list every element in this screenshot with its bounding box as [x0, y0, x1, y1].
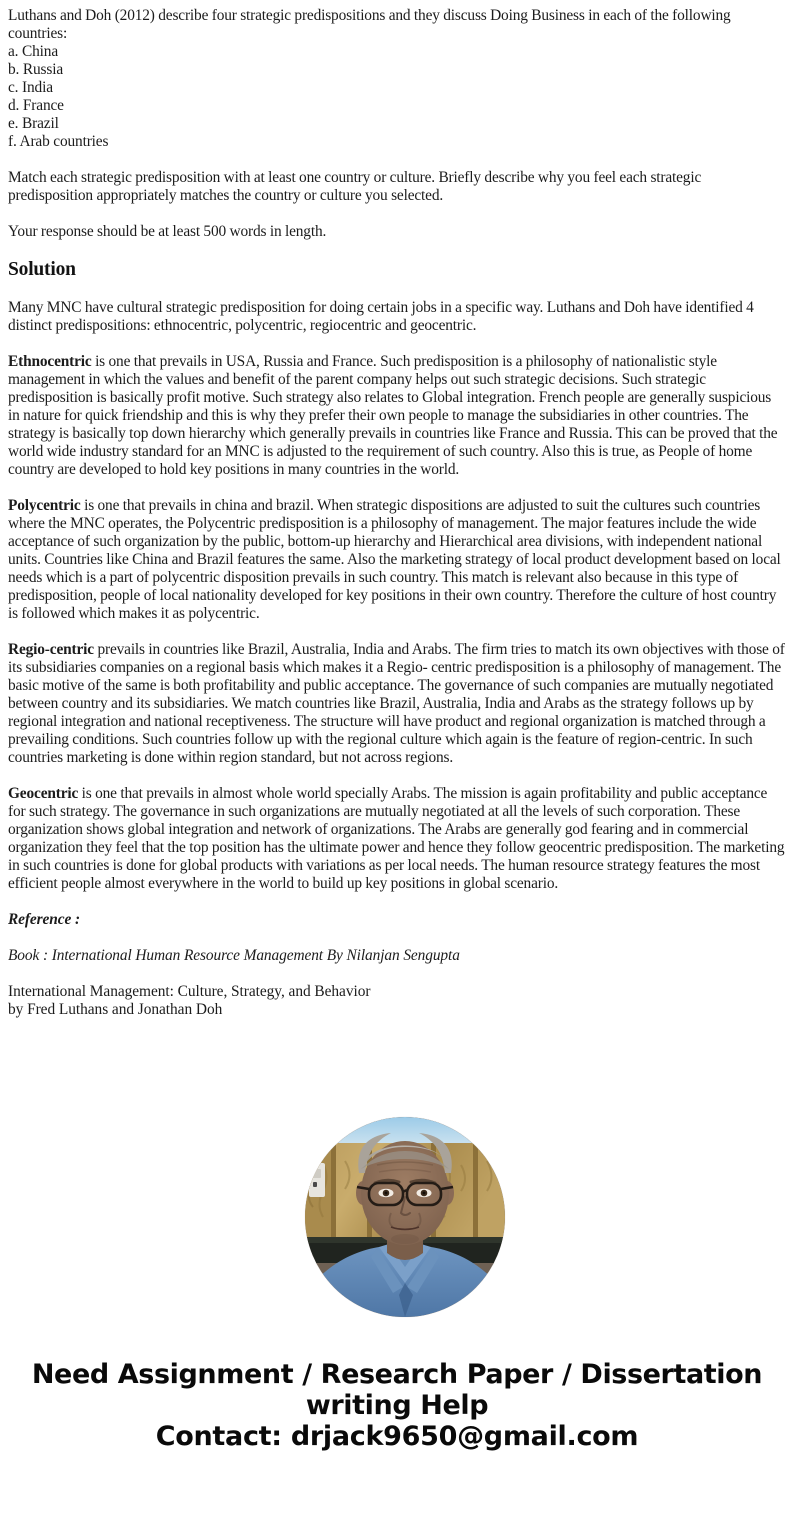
spacer: [8, 335, 786, 353]
spacer: [8, 241, 786, 259]
avatar: [305, 1117, 505, 1317]
intro-instruction: Match each strategic predisposition with at least one country or culture. Briefly describe why you feel each strategic predisposition appropriately matches the country or culture you selected.: [8, 169, 702, 204]
avatar-photo-icon: [305, 1117, 505, 1317]
spacer: [8, 205, 786, 223]
solution-overview: Many MNC have cultural strategic predisposition for doing certain jobs in a specific way. Luthans and Doh have identified 4 distinct predispositions: ethnocentric, polycentric, regiocentric and geocentric.: [8, 299, 754, 334]
section-geocentric: [8, 785, 786, 893]
document-body: [8, 7, 786, 1018]
list-item: a. China: [8, 43, 59, 60]
solution-heading: Solution: [8, 259, 76, 280]
spacer: [8, 151, 786, 169]
reference-book-line: Book : International Human Resource Management By Nilanjan Sengupta: [8, 947, 460, 964]
intro-length-requirement: Your response should be at least 500 words in length.: [8, 223, 327, 240]
list-item: c. India: [8, 79, 53, 96]
reference-title-line: International Management: Culture, Strategy, and Behavior: [8, 983, 371, 1000]
spacer: [8, 479, 786, 497]
reference-author-line: by Fred Luthans and Jonathan Doh: [8, 1000, 223, 1018]
country-list: [8, 43, 786, 151]
section-regio-centric: [8, 641, 786, 767]
section-body: prevails in countries like Brazil, Australia, India and Arabs. The firm tries to match its own objectives with those of its subsidiaries companies on a regional basis which makes it a Regio- centric predisposition is a philosophy of management. The basic motive of the same is both profitability and public acceptance. The governance of such companies are mutually negotiated between country and its subsidiaries. We match countries like Brazil, Australia, India and Arabs as the strategy follows up by regional integration and national receptiveness. The structure will have product and regional organization is matched through a prevailing conditions. Such countries follow up with the regional culture which again is the feature of region-centric. In such countries marketing is done within region standard, but not across regions.: [8, 641, 785, 766]
section-term: Polycentric: [8, 497, 81, 514]
list-item: f. Arab countries: [8, 133, 109, 150]
promo-footer: [8, 1359, 786, 1452]
section-term: Geocentric: [8, 785, 79, 802]
spacer: [8, 281, 786, 299]
spacer: [8, 929, 786, 947]
section-polycentric: [8, 497, 786, 623]
list-item: e. Brazil: [8, 115, 59, 132]
reference-heading: Reference :: [8, 911, 80, 928]
section-body: is one that prevails in USA, Russia and France. Such predisposition is a philosophy of nationalistic style management in which the values and benefit of the parent company helps out such strategic decisions. Such strategic predisposition is basically profit motive. Such strategy also relates to Global integration. French people are generally suspicious in nature for quick friendship and this is why they prefer their own people to manage the subsidiaries in other countries. The strategy is basically top down hierarchy which generally prevails in countries like France and Russia. This can be proved that the world wide industry standard for an MNC is adjusted to the requirement of such country. Also this is true, as People of home country are developed to hold key positions in many countries in the world.: [8, 353, 778, 478]
list-item: b. Russia: [8, 61, 63, 78]
spacer: [8, 893, 786, 911]
spacer: [8, 965, 786, 983]
section-body: is one that prevails in almost whole world specially Arabs. The mission is again profitability and public acceptance for such strategy. The governance in such organizations are mutually negotiated at all the levels of such corporation. These organization shows global integration and network of organizations. The Arabs are generally god fearing and in commercial organization they feel that the top position has the ultimate power and hence they follow geocentric predisposition. The marketing in such countries is done for global products with variations as per local needs. The human resource strategy features the most efficient people almost everywhere in the world to build up key positions in global scenario.: [8, 785, 785, 892]
list-item: d. France: [8, 97, 64, 114]
section-ethnocentric: [8, 353, 786, 479]
intro-prompt: Luthans and Doh (2012) describe four strategic predispositions and they discuss Doing Business in each of the following countries:: [8, 7, 731, 42]
avatar-container: [8, 1117, 794, 1317]
section-term: Regio-centric: [8, 641, 94, 658]
section-term: Ethnocentric: [8, 353, 92, 370]
section-body: is one that prevails in china and brazil. When strategic dispositions are adjusted to suit the cultures such countries where the MNC operates, the Polycentric predisposition is a philosophy of management. The major features include the wide acceptance of such organization by the public, bottom-up hierarchy and Hierarchical area divisions, with independent national units. Countries like China and Brazil features the same. Also the marketing strategy of local product development based on local needs which is a part of polycentric disposition prevails in such country. This match is relevant also because in this type of predisposition, people of local nationality developed for key positions in their own country. Therefore the culture of host country is followed which makes it as polycentric.: [8, 497, 781, 622]
spacer: [8, 623, 786, 641]
footer-headline: Need Assignment / Research Paper / Dissertation writing Help: [31, 1359, 763, 1421]
footer-contact[interactable]: Contact: drjack9650@gmail.com: [155, 1421, 639, 1452]
spacer: [8, 767, 786, 785]
